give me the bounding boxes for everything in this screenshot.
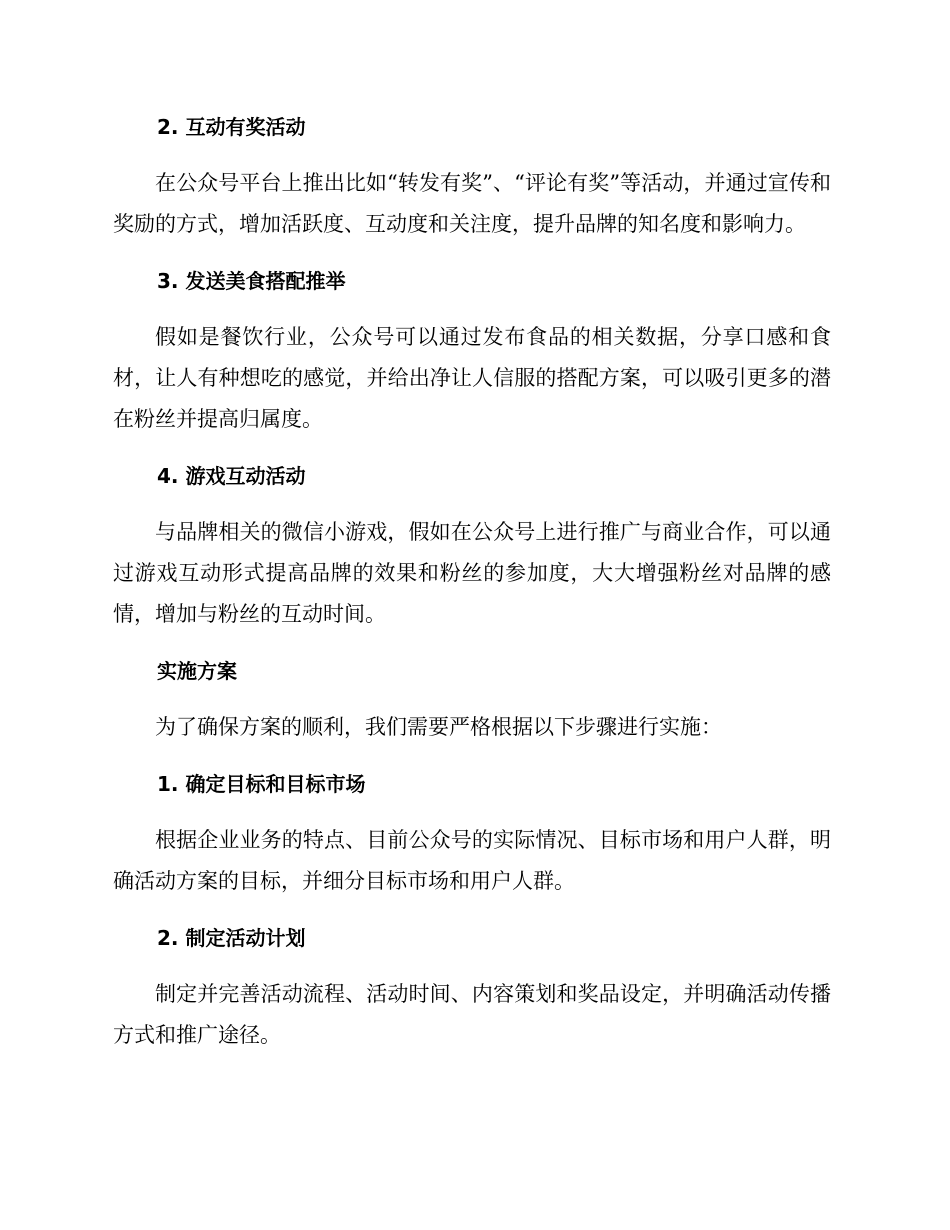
section-heading-implementation: 实施方案	[157, 659, 237, 683]
section-heading-interactive-rewards: 2. 互动有奖活动	[157, 115, 306, 139]
document-body	[113, 107, 831, 1056]
section-paragraph-game-activity: 与品牌相关的微信小游戏，假如在公众号上进行推广与商业合作，可以通过游戏互动形式提高品牌的效果和粉丝的参加度，大大增强粉丝对品牌的感情，增加与粉丝的互动时间。	[113, 520, 831, 626]
section-paragraph-food-pairing: 假如是餐饮行业，公众号可以通过发布食品的相关数据，分享口感和食材，让人有种想吃的感觉，并给出净让人信服的搭配方案，可以吸引更多的潜在粉丝并提高归属度。	[113, 325, 831, 431]
section-paragraph-target-market: 根据企业业务的特点、目前公众号的实际情况、目标市场和用户人群，明确活动方案的目标，并细分目标市场和用户人群。	[113, 828, 831, 893]
section-heading-game-activity: 4. 游戏互动活动	[157, 464, 306, 488]
section-paragraph-activity-plan: 制定并完善活动流程、活动时间、内容策划和奖品设定，并明确活动传播方式和推广途径。	[113, 982, 831, 1047]
section-heading-target-market: 1. 确定目标和目标市场	[157, 772, 366, 796]
section-paragraph-implementation: 为了确保方案的顺利，我们需要严格根据以下步骤进行实施：	[155, 715, 722, 739]
section-heading-activity-plan: 2. 制定活动计划	[157, 926, 306, 950]
section-heading-food-pairing: 3. 发送美食搭配推举	[157, 269, 346, 293]
section-paragraph-interactive-rewards: 在公众号平台上推出比如“转发有奖”、“评论有奖”等活动，并通过宣传和奖励的方式，增加活跃度、互动度和关注度，提升品牌的知名度和影响力。	[113, 171, 831, 236]
